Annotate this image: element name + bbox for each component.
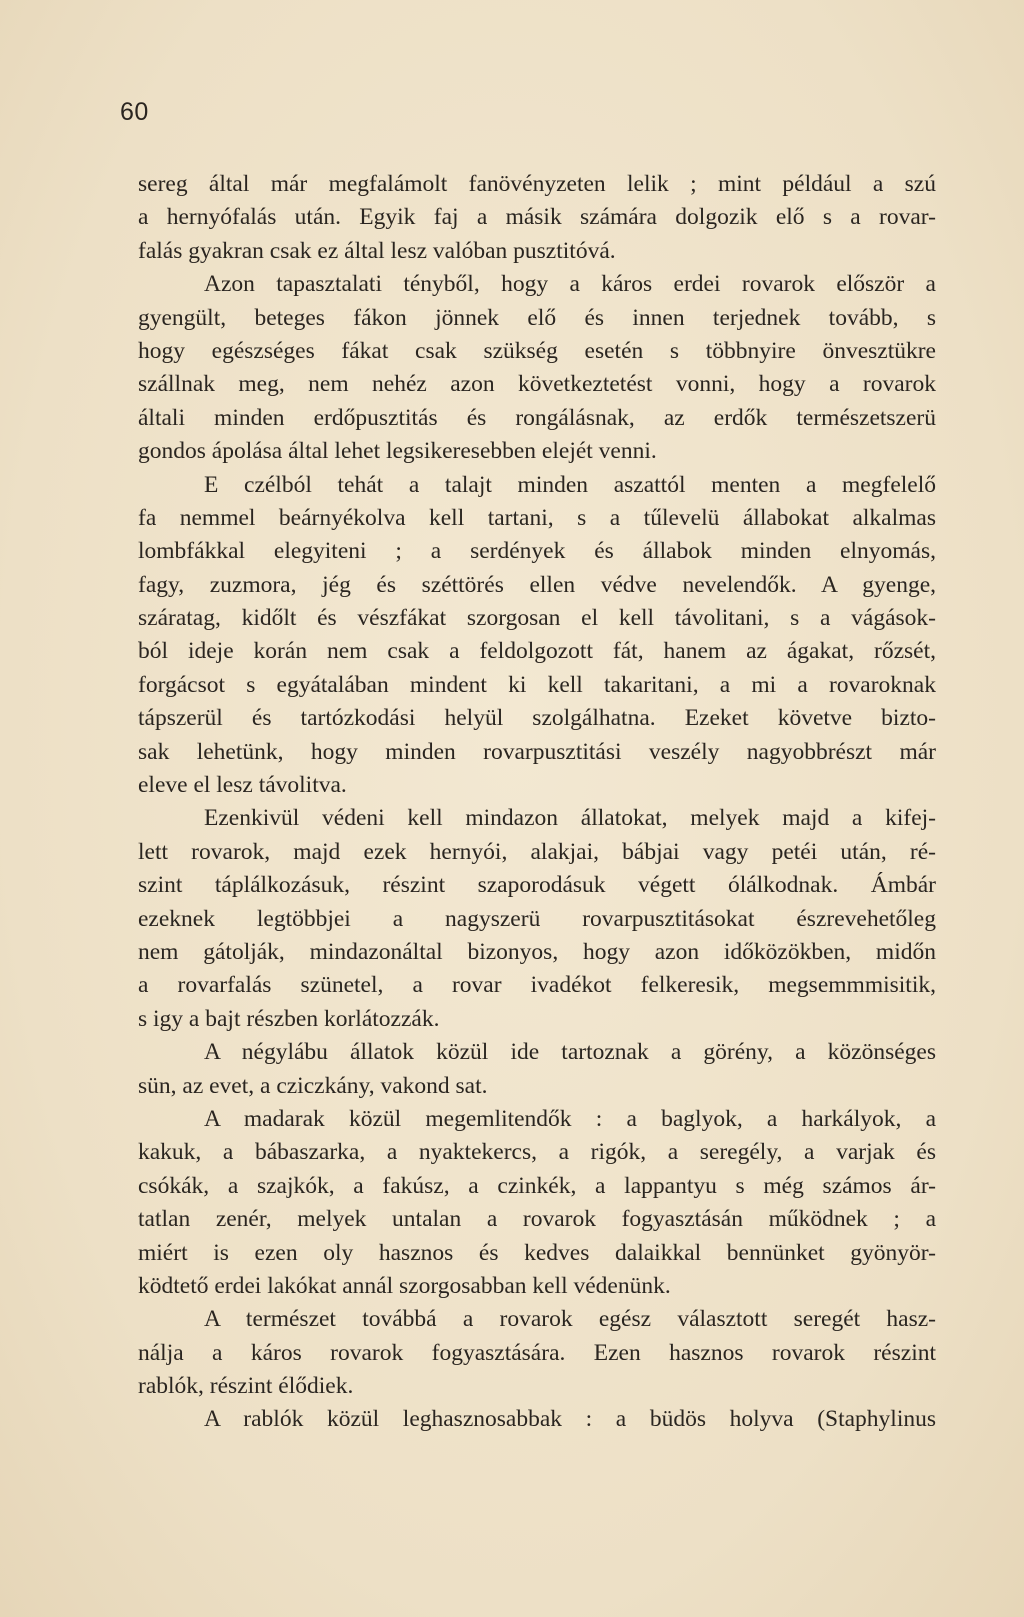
- text-line: általi minden erdőpusztitás és rongálásnak, az erdők természetszerü: [138, 404, 936, 431]
- text-line: ból ideje korán nem csak a feldolgozott fát, hanem az ágakat, rőzsét,: [138, 638, 936, 665]
- text-line: miért is ezen oly hasznos és kedves dalaikkal bennünket gyönyör-: [138, 1239, 936, 1266]
- text-line: s igy a bajt részben korlátozzák.: [138, 1005, 440, 1032]
- text-line: eleve el lesz távolitva.: [138, 772, 347, 799]
- text-line: nálja a káros rovarok fogyasztására. Ezen hasznos rovarok részint: [138, 1339, 936, 1366]
- text-line: szállnak meg, nem nehéz azon következtetést vonni, hogy a rovarok: [138, 371, 936, 398]
- text-line: nem gátolják, mindazonáltal bizonyos, hogy azon időközökben, midőn: [138, 938, 936, 965]
- text-line: száratag, kidőlt és vészfákat szorgosan el kell távolitani, s a vágások-: [138, 605, 936, 632]
- text-line: fagy, zuzmora, jég és széttörés ellen védve nevelendők. A gyenge,: [138, 571, 936, 598]
- text-line: sün, az evet, a cziczkány, vakond sat.: [138, 1072, 488, 1099]
- text-line: a hernyófalás után. Egyik faj a másik számára dolgozik elő s a rovar-: [138, 204, 936, 231]
- text-line: A négylábu állatok közül ide tartoznak a görény, a közönséges: [204, 1039, 936, 1066]
- text-line: hogy egészséges fákat csak szükség esetén s többnyire önvesztükre: [138, 337, 936, 364]
- text-line: A madarak közül megemlitendők : a baglyok, a harkályok, a: [204, 1105, 936, 1132]
- text-line: kakuk, a bábaszarka, a nyaktekercs, a rigók, a seregély, a varjak és: [138, 1139, 936, 1166]
- text-line: gyengült, beteges fákon jönnek elő és innen terjednek tovább, s: [138, 304, 936, 331]
- text-line: E czélból tehát a talajt minden aszattól menten a megfelelő: [204, 471, 936, 498]
- text-line: lombfákkal elegyiteni ; a serdények és állabok minden elnyomás,: [138, 538, 936, 565]
- body-text: [138, 168, 936, 1437]
- text-line: a rovarfalás szünetel, a rovar ivadékot felkeresik, megsemmmisitik,: [138, 972, 936, 999]
- text-line: rablók, részint élődiek.: [138, 1373, 354, 1400]
- text-line: sereg által már megfalámolt fanövényzeten lelik ; mint például a szú: [138, 171, 936, 197]
- text-line: ezeknek legtöbbjei a nagyszerü rovarpusztitásokat észrevehetőleg: [138, 905, 936, 932]
- page-number: 60: [120, 98, 149, 126]
- text-line: Azon tapasztalati tényből, hogy a káros erdei rovarok először a: [204, 271, 936, 298]
- text-line: falás gyakran csak ez által lesz valóban pusztitóvá.: [138, 237, 616, 264]
- text-line: tápszerül és tartózkodási helyül szolgálhatna. Ezeket követve bizto-: [138, 705, 936, 732]
- text-line: forgácsot s egyátalában mindent ki kell takaritani, a mi a rovaroknak: [138, 671, 936, 698]
- text-line: fa nemmel beárnyékolva kell tartani, s a tűlevelü állabokat alkalmas: [138, 504, 936, 531]
- text-line: A természet továbbá a rovarok egész választott seregét hasz-: [204, 1306, 936, 1333]
- text-line: tatlan zenér, melyek untalan a rovarok fogyasztásán működnek ; a: [138, 1206, 936, 1233]
- text-line: ködtető erdei lakókat annál szorgosabban kell védenünk.: [138, 1272, 671, 1299]
- text-line: csókák, a szajkók, a fakúsz, a czinkék, a lappantyu s még számos ár-: [138, 1172, 936, 1199]
- text-line: A rablók közül leghasznosabbak : a büdös holyva (Staphylinus: [204, 1406, 936, 1433]
- text-line: szint táplálkozásuk, részint szaporodásuk végett ólálkodnak. Ámbár: [138, 872, 936, 899]
- text-line: Ezenkivül védeni kell mindazon állatokat, melyek majd a kifej-: [204, 805, 936, 832]
- text-line: sak lehetünk, hogy minden rovarpusztitási veszély nagyobbrészt már: [138, 738, 936, 765]
- text-line: gondos ápolása által lehet legsikeresebben elejét venni.: [138, 438, 657, 465]
- text-line: lett rovarok, majd ezek hernyói, alakjai, bábjai vagy petéi után, ré-: [138, 838, 936, 865]
